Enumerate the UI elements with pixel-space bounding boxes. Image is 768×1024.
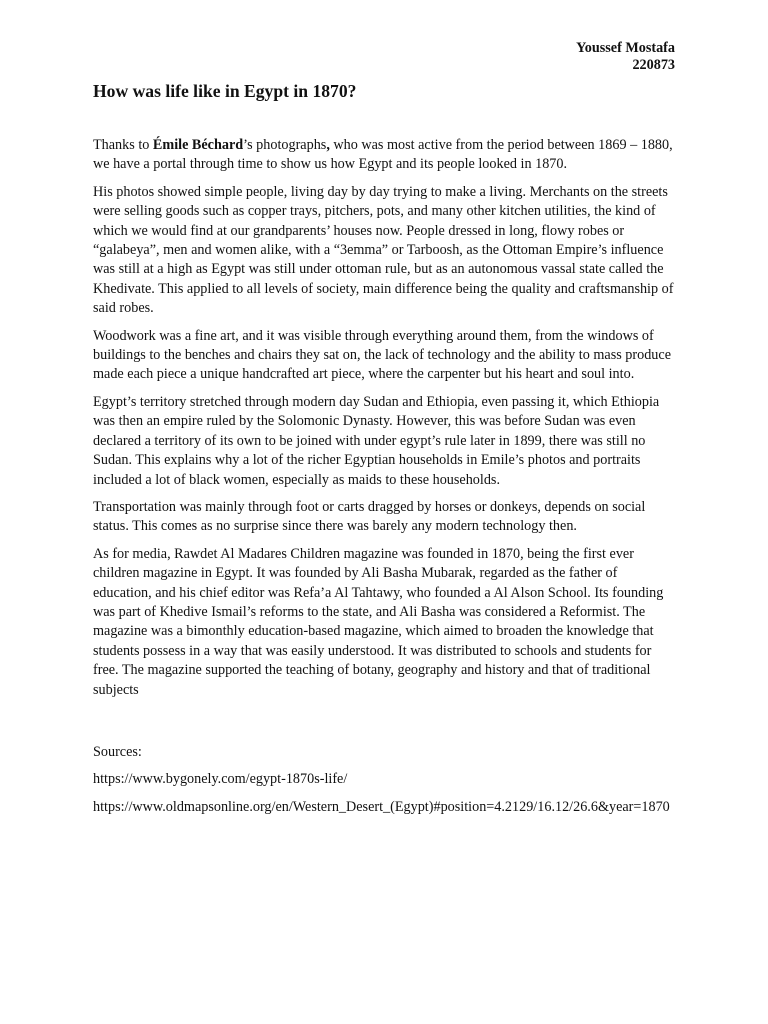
author-block	[93, 40, 675, 74]
intro-lead-text: Thanks to	[93, 137, 153, 153]
sources-heading: Sources:	[93, 743, 142, 760]
intro-mid-text: ’s photographs	[243, 137, 327, 153]
sources-section	[93, 743, 675, 817]
source-link[interactable]: https://www.oldmapsonline.org/en/Western_Desert_(Egypt)#position=4.2129/16.12/26.6&year=1870	[93, 798, 670, 815]
source-link[interactable]: https://www.bygonely.com/egypt-1870s-life/	[93, 771, 348, 788]
paragraph-media: As for media, Rawdet Al Madares Children magazine was founded in 1870, being the first ever children magazine in Egypt. It was founded by Ali Basha Mubarak, regarded as the father of education, and his chief editor was Refa’a Al Tahtawy, who founded a Al Alson School. Its founding was part of Khedive Ismail’s reforms to the state, and Ali Basha was considered a Reformist. The magazine was a bimonthly education-based magazine, which aimed to broaden the knowledge that students possess in a way that was easily understood. It was distributed to schools and students for free. The magazine supported the teaching of botany, geography and history and that of traditional subjects	[93, 545, 664, 698]
author-name: Youssef Mostafa	[576, 40, 675, 56]
paragraph-transportation: Transportation was mainly through foot or carts dragged by horses or donkeys, depends on social status. This comes as no surprise since there was barely any modern technology then.	[93, 498, 646, 535]
paragraph-intro	[93, 136, 675, 175]
paragraph-woodwork: Woodwork was a fine art, and it was visible through everything around them, from the windows of buildings to the benches and chairs they sat on, the lack of technology and the ability to mass produce made each piece a unique handcrafted art piece, where the carpenter but his heart and soul into.	[93, 327, 671, 383]
document-body	[93, 136, 675, 700]
document-page	[93, 40, 675, 825]
source-item	[93, 770, 675, 789]
document-title: How was life like in Egypt in 1870?	[93, 81, 357, 101]
intro-comma: ,	[326, 137, 330, 153]
source-item	[93, 798, 675, 817]
paragraph-territory: Egypt’s territory stretched through modern day Sudan and Ethiopia, even passing it, which Ethiopia was then an empire ruled by the Solomonic Dynasty. However, this was before Sudan was even declared a territory of its own to be joined with under egypt’s rule later in 1899, there was still no Sudan. This explains why a lot of the richer Egyptian households in Emile’s photos and portraits included a lot of black women, especially as maids to these households.	[93, 393, 660, 488]
student-id: 220873	[632, 57, 675, 73]
photographer-name: Émile Béchard	[152, 137, 244, 153]
paragraph-daily-life: His photos showed simple people, living day by day trying to make a living. Merchants on the streets were selling goods such as copper trays, pitchers, pots, and many other kitchen utilities, the kind of which we would find at our grandparents’ houses now. People dressed in long, flowy robes or “galabeya”, men and women alike, with a “3emma” or Tarboosh, as the Ottoman Empire’s influence was still at a high as Egypt was still under ottoman rule, but as an autonomous vassal state called the Khedivate. This applied to all levels of society, main difference being the quality and craftsmanship of said robes.	[93, 183, 674, 317]
intro-rest-text: who was most active from the period between 1869 – 1880, we have a portal through time to show us how Egypt and its people looked in 1870.	[93, 137, 673, 173]
